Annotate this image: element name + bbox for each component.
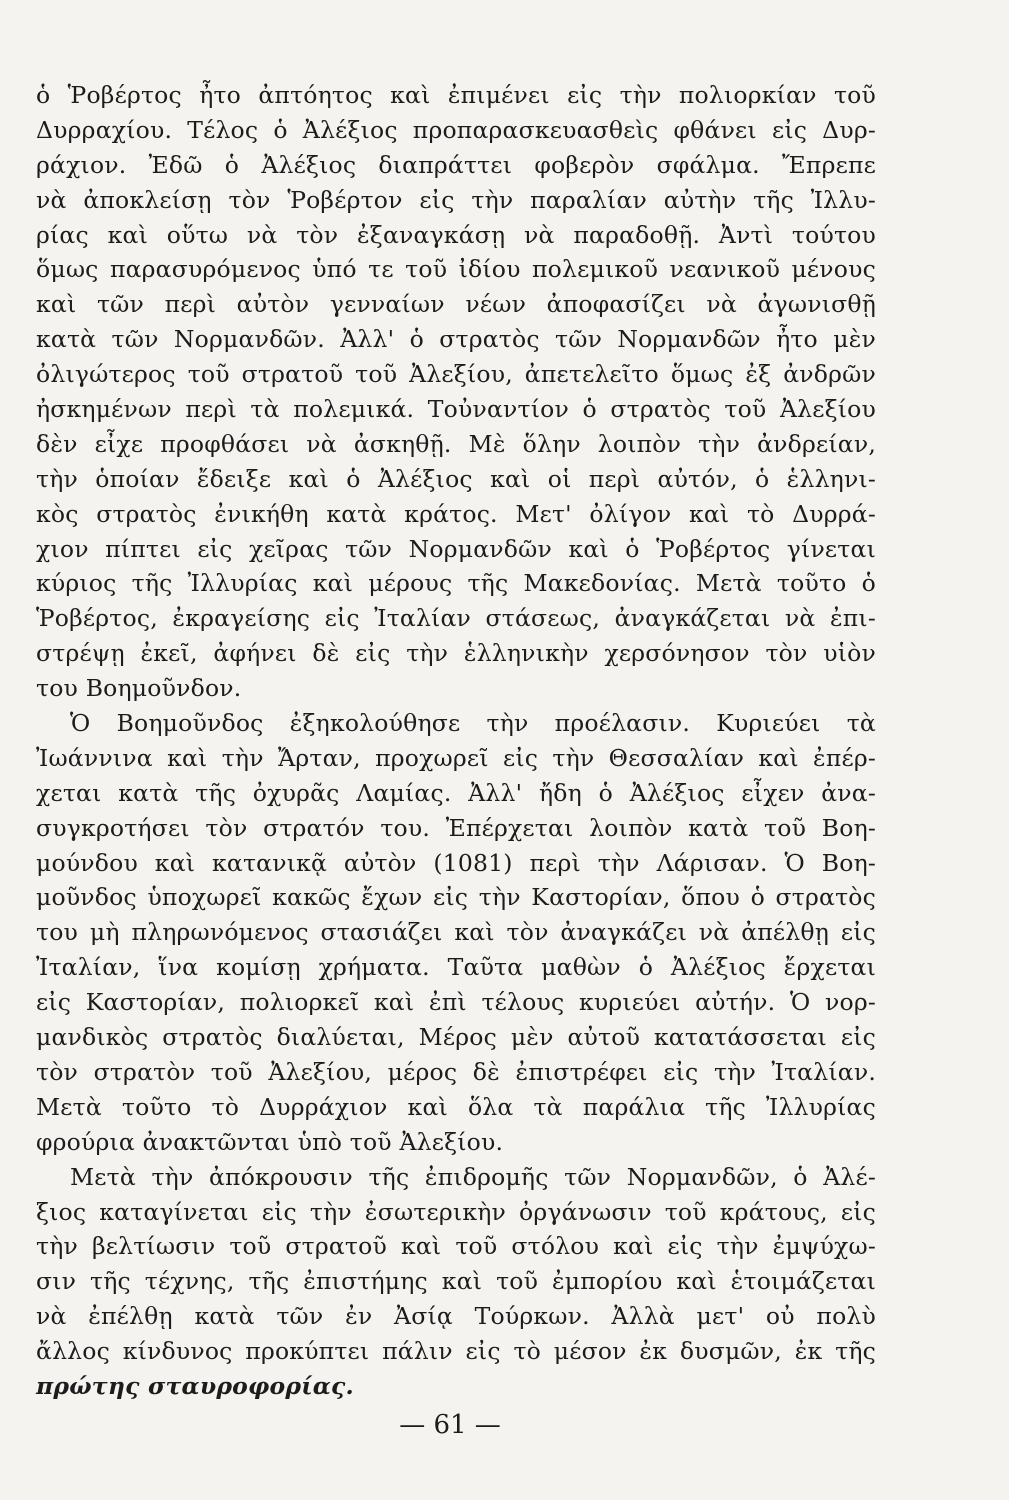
text-line: κύριος τῆς Ἰλλυρίας καὶ μέρους τῆς Μακεδονίας. Μετὰ τοῦτο ὁ bbox=[36, 569, 876, 598]
text-line: χιον πίπτει εἰς χεῖρας τῶν Νορμανδῶν καὶ ὁ Ῥοβέρτος γίνεται bbox=[36, 534, 876, 563]
bold-italic-phrase: πρώτης σταυροφορίας. bbox=[36, 1371, 354, 1400]
text-line: στρέψῃ ἐκεῖ, ἀφήνει δὲ εἰς τὴν ἑλληνικὴν χερσόνησον τὸν υἱὸν bbox=[36, 639, 876, 668]
text-line: ρίας καὶ οὕτω νὰ τὸν ἐξαναγκάσῃ νὰ παραδοθῇ. Ἀντὶ τούτου bbox=[36, 220, 876, 249]
text-line: Μετὰ τοῦτο τὸ Δυρράχιον καὶ ὅλα τὰ παράλια τῆς Ἰλλυρίας bbox=[36, 1092, 876, 1121]
text-line: τὴν βελτίωσιν τοῦ στρατοῦ καὶ τοῦ στόλου καὶ εἰς τὴν ἐμψύχω- bbox=[36, 1232, 876, 1261]
text-line: ὀλιγώτερος τοῦ στρατοῦ τοῦ Ἀλεξίου, ἀπετελεῖτο ὅμως ἐξ ἀνδρῶν bbox=[36, 360, 876, 389]
text-line: Ὁ Βοημοῦνδος ἐξηκολούθησε τὴν προέλασιν. Κυριεύει τὰ bbox=[70, 709, 876, 738]
text-line: Δυρραχίου. Τέλος ὁ Ἀλέξιος προπαρασκευασθεὶς φθάνει εἰς Δυρ- bbox=[36, 115, 876, 144]
text-line: φρούρια ἀνακτῶνται ὑπὸ τοῦ Ἀλεξίου. bbox=[36, 1127, 504, 1156]
text-line: του μὴ πληρωνόμενος στασιάζει καὶ τὸν ἀναγκάζει νὰ ἀπέλθῃ εἰς bbox=[36, 918, 876, 947]
body-text bbox=[36, 78, 876, 1404]
page-number: — 61 — bbox=[399, 1410, 501, 1440]
text-line: νὰ ἐπέλθῃ κατὰ τῶν ἐν Ἀσίᾳ Τούρκων. Ἀλλὰ μετ' οὐ πολὺ bbox=[36, 1302, 876, 1331]
text-line: ράχιον. Ἐδῶ ὁ Ἀλέξιος διαπράττει φοβερὸν σφάλμα. Ἔπρεπε bbox=[36, 150, 876, 179]
text-line: τὸν στρατὸν τοῦ Ἀλεξίου, μέρος δὲ ἐπιστρέφει εἰς τὴν Ἰταλίαν. bbox=[36, 1057, 876, 1086]
text-line: ὅμως παρασυρόμενος ὑπό τε τοῦ ἰδίου πολεμικοῦ νεανικοῦ μένους bbox=[36, 255, 876, 284]
text-line: μανδικὸς στρατὸς διαλύεται, Μέρος μὲν αὐτοῦ κατατάσσεται εἰς bbox=[36, 1023, 876, 1052]
text-line: μούνδου καὶ κατανικᾷ αὐτὸν (1081) περὶ τὴν Λάρισαν. Ὁ Βοη- bbox=[36, 848, 876, 877]
text-line: του Βοημοῦνδον. bbox=[36, 674, 242, 703]
text-line: Ἰταλίαν, ἵνα κομίσῃ χρήματα. Ταῦτα μαθὼν ὁ Ἀλέξιος ἔρχεται bbox=[36, 953, 876, 982]
text-line: δὲν εἶχε προφθάσει νὰ ἀσκηθῇ. Μὲ ὅλην λοιπὸν τὴν ἀνδρείαν, bbox=[36, 429, 876, 458]
text-line: εἰς Καστορίαν, πολιορκεῖ καὶ ἐπὶ τέλους κυριεύει αὐτήν. Ὁ νορ- bbox=[36, 988, 876, 1017]
text-line: κὸς στρατὸς ἐνικήθη κατὰ κράτος. Μετ' ὀλίγον καὶ τὸ Δυρρά- bbox=[36, 499, 876, 528]
text-line: κατὰ τῶν Νορμανδῶν. Ἀλλ' ὁ στρατὸς τῶν Νορμανδῶν ἦτο μὲν bbox=[36, 325, 876, 354]
text-line: νὰ ἀποκλείσῃ τὸν Ῥοβέρτον εἰς τὴν παραλίαν αὐτὴν τῆς Ἰλλυ- bbox=[36, 185, 876, 214]
text-line: ξιος καταγίνεται εἰς τὴν ἐσωτερικὴν ὀργάνωσιν τοῦ κράτους, εἰς bbox=[36, 1197, 876, 1226]
text-line: καὶ τῶν περὶ αὐτὸν γενναίων νέων ἀποφασίζει νὰ ἀγωνισθῇ bbox=[36, 290, 876, 319]
text-line: χεται κατὰ τῆς ὀχυρᾶς Λαμίας. Ἀλλ' ἤδη ὁ Ἀλέξιος εἶχεν ἀνα- bbox=[36, 778, 876, 807]
text-line: σιν τῆς τέχνης, τῆς ἐπιστήμης καὶ τοῦ ἐμπορίου καὶ ἑτοιμάζεται bbox=[36, 1267, 876, 1296]
text-line: Μετὰ τὴν ἀπόκρουσιν τῆς ἐπιδρομῆς τῶν Νορμανδῶν, ὁ Ἀλέ- bbox=[70, 1162, 876, 1191]
text-line: Ἰωάννινα καὶ τὴν Ἄρταν, προχωρεῖ εἰς τὴν Θεσσαλίαν καὶ ἐπέρ- bbox=[36, 743, 876, 772]
text-line: συγκροτήσει τὸν στρατόν του. Ἐπέρχεται λοιπὸν κατὰ τοῦ Βοη- bbox=[36, 813, 876, 842]
text-line: ὁ Ῥοβέρτος ἦτο ἀπτόητος καὶ ἐπιμένει εἰς τὴν πολιορκίαν τοῦ bbox=[36, 81, 876, 109]
text-line-bold-italic bbox=[36, 1369, 876, 1404]
text-line: Ῥοβέρτος, ἐκραγείσης εἰς Ἰταλίαν στάσεως, ἀναγκάζεται νὰ ἐπι- bbox=[36, 604, 876, 633]
text-line: ἠσκημένων περὶ τὰ πολεμικά. Τοὐναντίον ὁ στρατὸς τοῦ Ἀλεξίου bbox=[36, 395, 876, 424]
text-line: μοῦνδος ὑποχωρεῖ κακῶς ἔχων εἰς τὴν Καστορίαν, ὅπου ὁ στρατὸς bbox=[36, 883, 876, 912]
text-line: ἄλλος κίνδυνος προκύπτει πάλιν εἰς τὸ μέσον ἐκ δυσμῶν, ἐκ τῆς bbox=[36, 1337, 876, 1366]
text-line: τὴν ὁποίαν ἔδειξε καὶ ὁ Ἀλέξιος καὶ οἱ περὶ αὐτόν, ὁ ἑλληνι- bbox=[36, 464, 876, 493]
